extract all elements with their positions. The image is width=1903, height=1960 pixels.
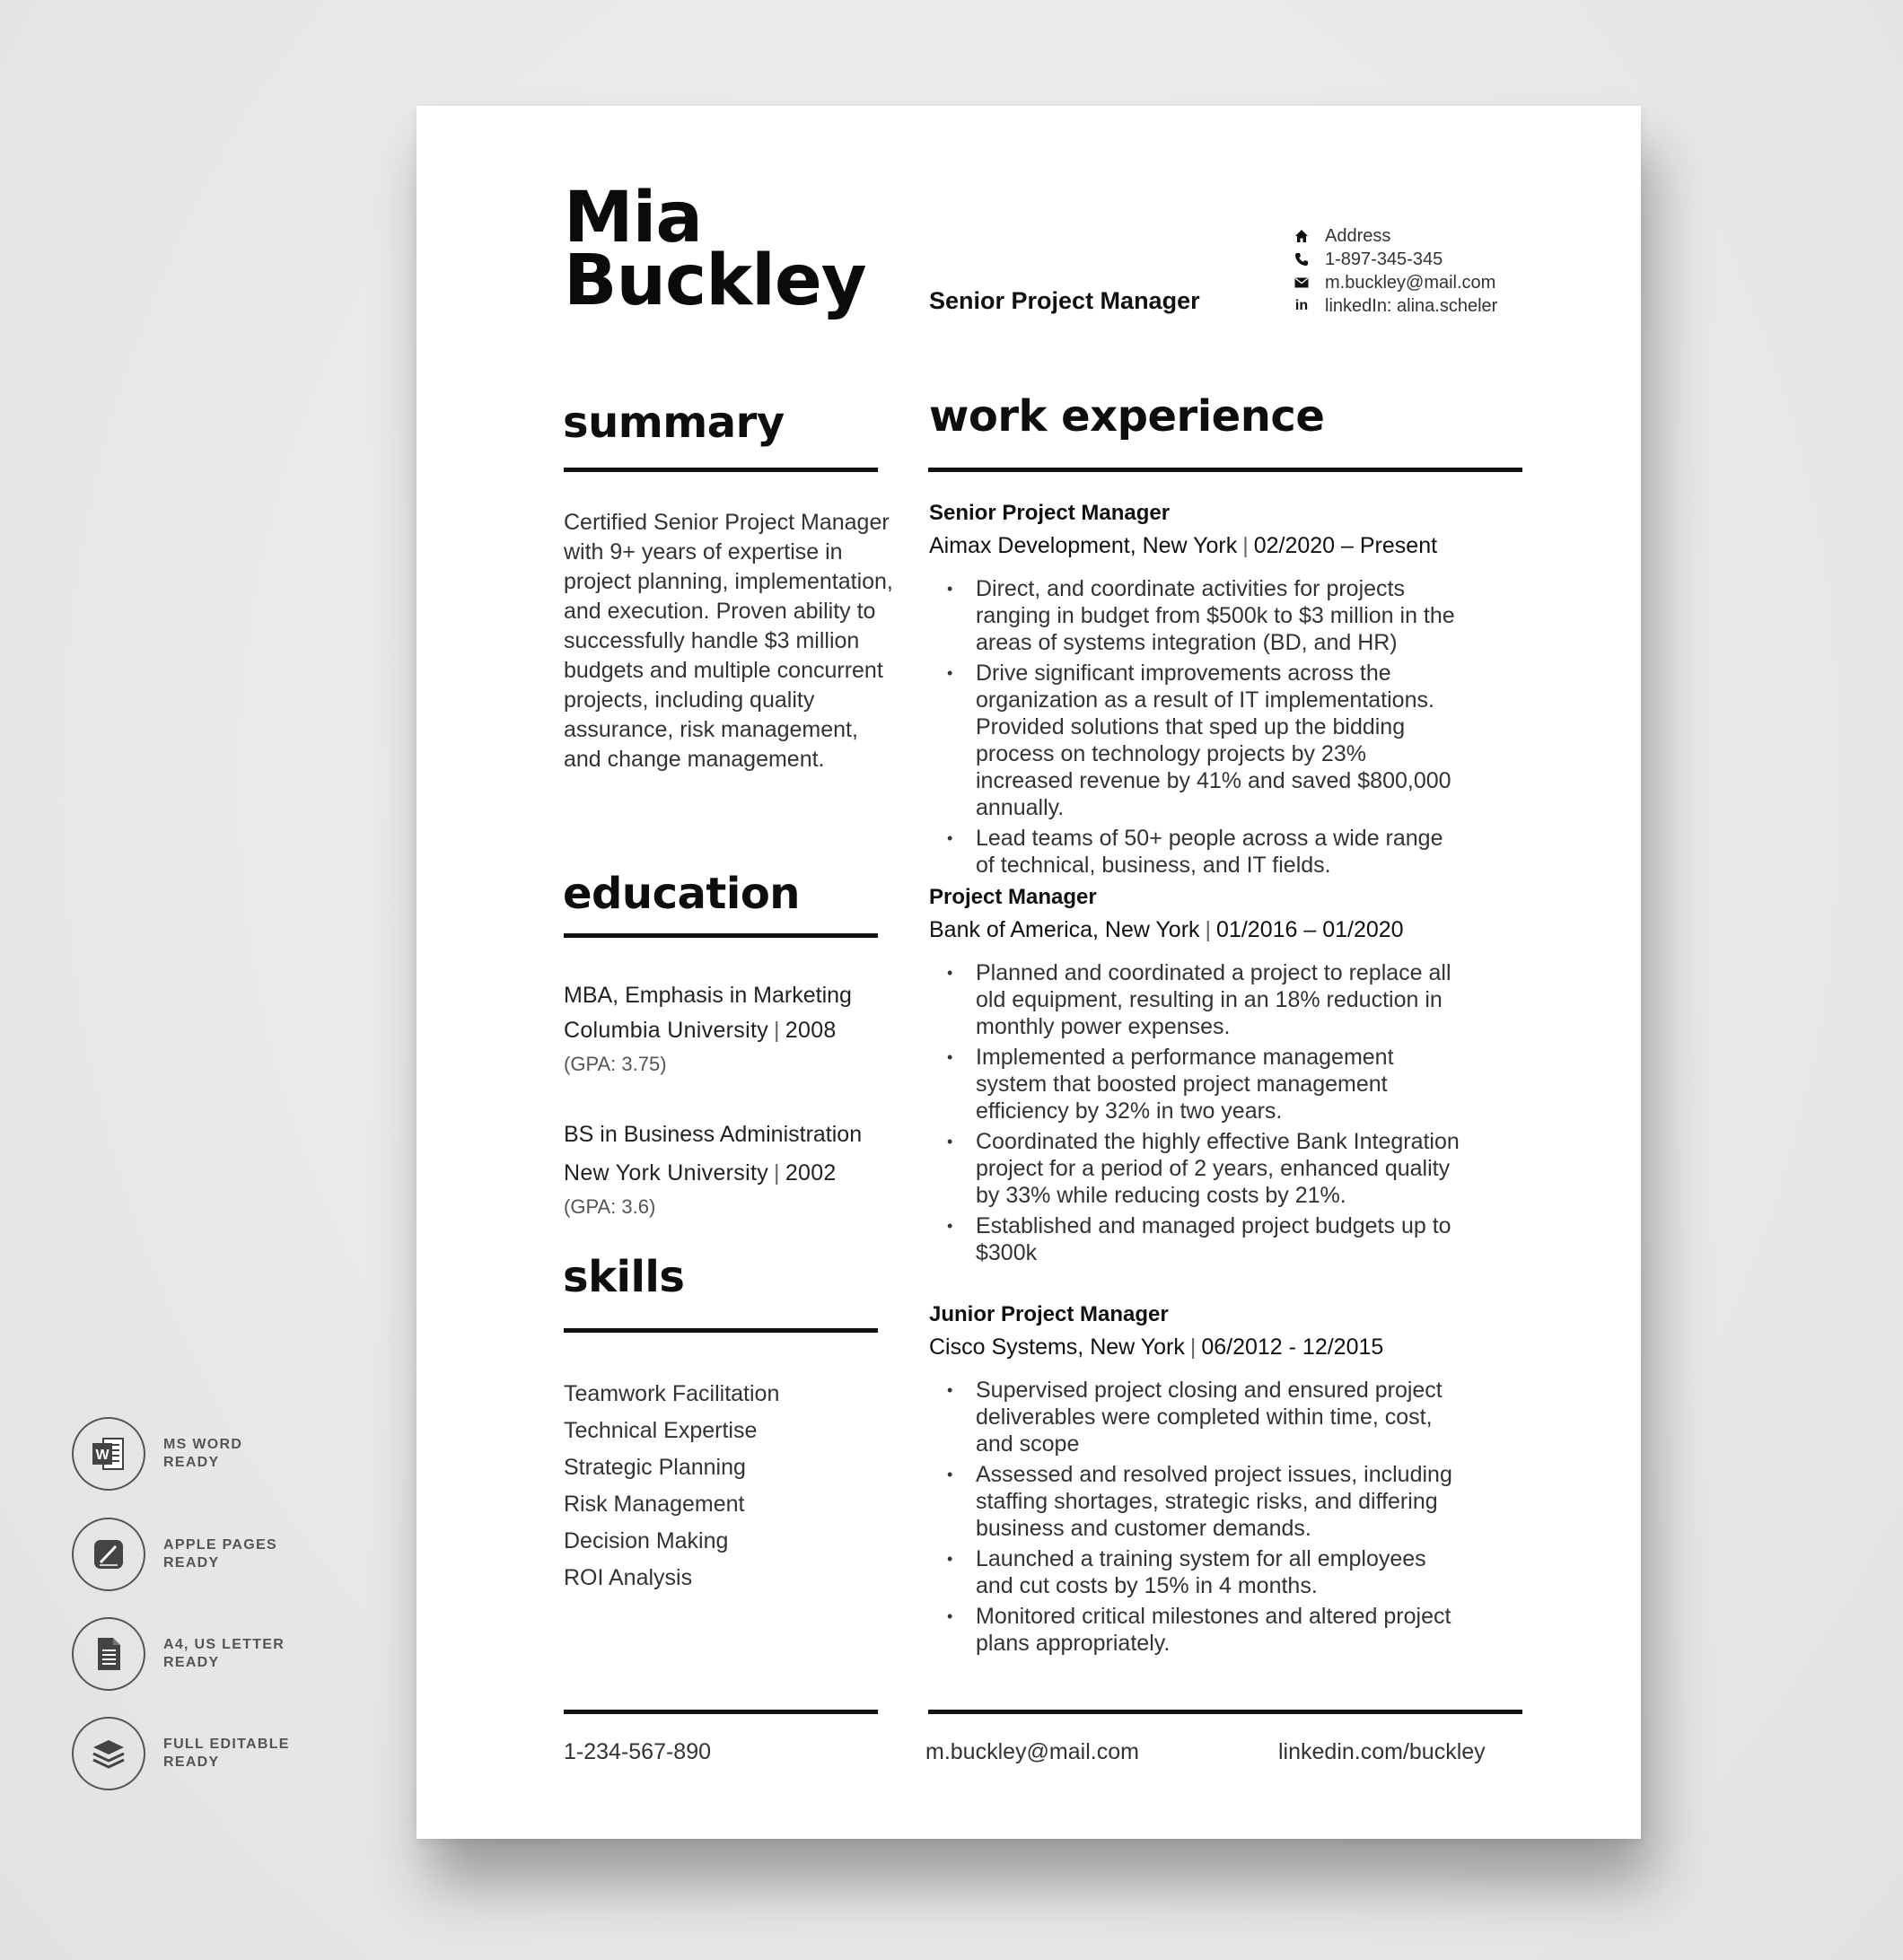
resume-page [417,106,1641,1839]
contact-linkedin: in linkedIn: alina.scheler [1293,294,1497,318]
job-dates: 01/2016 – 01/2020 [1216,917,1404,942]
job-entry [929,885,1522,1270]
document-icon [72,1617,145,1691]
job-bullet: • Supervised project closing and ensured project deliverables were completed within time, cost, and scope [929,1377,1468,1457]
footer-phone: 1-234-567-890 [564,1739,712,1764]
badge-a4-letter [72,1617,285,1691]
footer-rule-right [928,1710,1522,1714]
layers-icon [72,1717,145,1790]
skill-item: Decision Making [564,1528,729,1553]
skills-rule [564,1328,878,1333]
phone-icon [1293,252,1311,267]
job-role: Junior Project Manager [929,1302,1169,1326]
job-company-line: Bank of America, New York | 01/2016 – 01/2020 [929,917,1404,942]
job-bullet: • Monitored critical milestones and altered project plans appropriately. [929,1603,1468,1657]
badge-label: APPLE PAGES READY [163,1537,277,1571]
education-item [564,1122,905,1219]
job-dates: 06/2012 - 12/2015 [1201,1334,1384,1360]
education-heading: education [563,869,800,919]
education-school: New York University [564,1160,769,1186]
badge-ms-word [72,1417,242,1491]
skill-item: Strategic Planning [564,1455,746,1480]
job-bullets [929,575,1468,879]
education-degree: BS in Business Administration [564,1122,863,1147]
job-entry [929,1302,1522,1660]
footer-rule-left [564,1710,878,1714]
job-bullet: • Launched a training system for all employees and cut costs by 15% in 4 months. [929,1545,1468,1599]
education-gpa: (GPA: 3.75) [564,1053,667,1075]
summary-text: Certified Senior Project Manager with 9+ years of expertise in project planning, implementation, and execution. Proven ability to successfully handle $3 million budgets and multiple concurrent projects, including quality assurance, risk management, and change management. [564,510,893,772]
job-bullets [929,959,1468,1266]
linkedin-icon: in [1294,298,1309,313]
job-bullet: • Coordinated the highly effective Bank Integration project for a period of 2 years, enhanced quality by 33% while reducing costs by 21%. [929,1128,1468,1209]
skill-item: ROI Analysis [564,1565,693,1590]
education-degree: MBA, Emphasis in Marketing [564,983,852,1008]
headline-title: Senior Project Manager [929,287,1200,314]
job-bullets [929,1377,1468,1657]
pages-icon [72,1518,145,1591]
summary-heading: summary [563,398,785,448]
contact-address: Address [1293,224,1497,248]
education-rule [564,933,878,938]
education-gpa: (GPA: 3.6) [564,1195,656,1218]
job-company: Bank of America, New York [929,917,1200,942]
experience-rule [928,468,1522,472]
job-bullet: • Assessed and resolved project issues, including staffing shortages, strategic risks, and differing business and customer demands. [929,1461,1468,1542]
education-school-line: Columbia University | 2008 [564,1018,837,1043]
skill-item: Risk Management [564,1492,745,1517]
badge-label: A4, US LETTER READY [163,1637,285,1670]
summary-rule [564,468,878,472]
job-bullet: • Drive significant improvements across the organization as a result of IT implementations. Provided solutions that sped up the bidding process on technology projects by 23% increased revenue by 41% and saved $800,000 annually. [929,660,1468,821]
word-icon [72,1417,145,1491]
experience-heading: work experience [929,391,1325,442]
job-dates: 02/2020 – Present [1253,533,1438,558]
candidate-name [564,178,866,321]
education-year: 2002 [785,1160,837,1186]
job-bullet: • Implemented a performance management system that boosted project management efficiency by 32% in two years. [929,1044,1468,1124]
job-company: Cisco Systems, New York [929,1334,1185,1360]
education-school-line: New York University | 2002 [564,1160,837,1186]
skills-list [564,1376,905,1597]
contact-email: m.buckley@mail.com [1293,271,1497,294]
footer-linkedin: linkedin.com/buckley [1278,1739,1486,1764]
education-school: Columbia University [564,1018,768,1043]
skill-item: Technical Expertise [564,1418,758,1443]
education-item [564,983,905,1076]
job-entry [929,501,1522,882]
skill-item: Teamwork Facilitation [564,1381,780,1406]
job-role: Project Manager [929,885,1097,909]
last-name: Buckley [564,241,866,321]
svg-text:W: W [95,1448,110,1463]
job-bullet: • Established and managed project budgets up to $300k [929,1212,1468,1266]
contact-block [1293,224,1497,318]
badge-full-editable [72,1717,290,1790]
job-company-line: Cisco Systems, New York | 06/2012 - 12/2015 [929,1334,1384,1360]
first-name: Mia [564,178,702,258]
job-bullet: • Planned and coordinated a project to replace all old equipment, resulting in an 18% reduction in monthly power expenses. [929,959,1468,1040]
badge-apple-pages [72,1518,277,1591]
badge-label: FULL EDITABLE READY [163,1737,290,1770]
job-role: Senior Project Manager [929,501,1171,525]
envelope-icon [1293,277,1311,288]
home-icon [1293,229,1311,243]
job-company: Aimax Development, New York [929,533,1238,558]
footer-email: m.buckley@mail.com [925,1739,1139,1764]
contact-phone: 1-897-345-345 [1293,248,1497,271]
job-bullet: • Direct, and coordinate activities for projects ranging in budget from $500k to $3 million in the areas of systems integration (BD, and HR) [929,575,1468,656]
badge-label: MS WORD READY [163,1437,243,1470]
job-bullet: • Lead teams of 50+ people across a wide range of technical, business, and IT fields. [929,825,1468,879]
education-year: 2008 [785,1018,837,1043]
skills-heading: skills [563,1252,685,1302]
job-company-line: Aimax Development, New York | 02/2020 – Present [929,533,1438,558]
